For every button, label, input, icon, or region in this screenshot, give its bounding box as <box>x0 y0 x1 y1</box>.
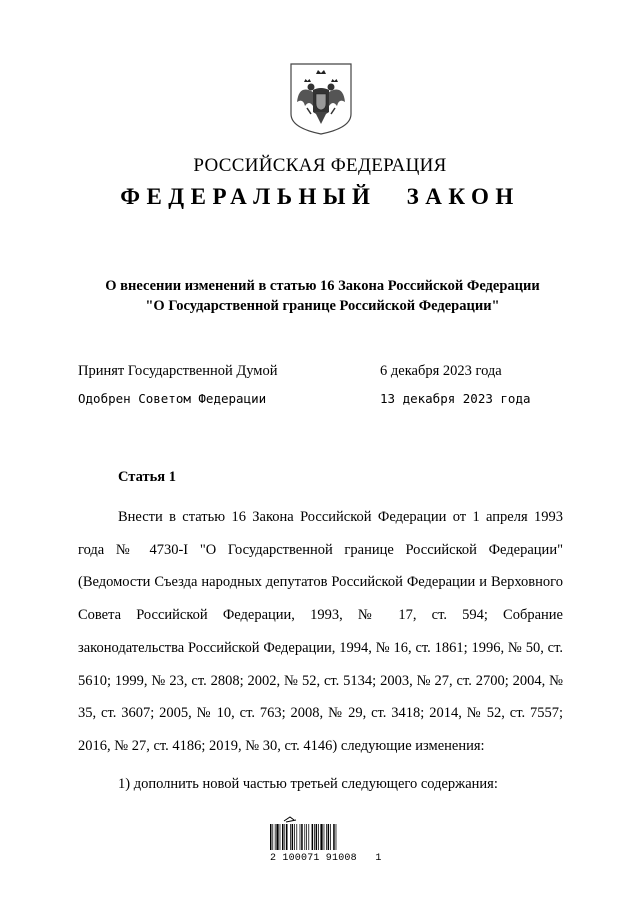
adopted-date: 6 декабря 2023 года <box>380 363 502 379</box>
law-title <box>40 276 605 316</box>
approved-label: Одобрен Советом Федерации <box>78 391 267 406</box>
article-heading: Статья 1 <box>118 469 176 485</box>
approved-date: 13 декабря 2023 года <box>380 391 531 406</box>
federation-heading: РОССИЙСКАЯ ФЕДЕРАЦИЯ <box>193 155 447 176</box>
law-type-heading: ФЕДЕРАЛЬНЫЙ ЗАКОН <box>120 184 520 209</box>
adoption-row-council <box>78 391 578 419</box>
adopted-label: Принят Государственной Думой <box>78 363 278 379</box>
law-title-line-1: О внесении изменений в статью 16 Закона Российской Федерации <box>105 278 540 294</box>
adoption-block <box>78 363 578 419</box>
article-item-1: 1) дополнить новой частью третьей следующего содержания: <box>118 776 498 792</box>
article-paragraph: Внести в статью 16 Закона Российской Федерации от 1 апреля 1993 года № 4730-I "О Государственной границе Российской Федерации" (Ведомости Съезда народных депутатов Российской Федерации и Верховного Совета Российской Федерации, 1993, № 17, ст. 594; Собрание законодательства Российской Федерации, 1994, № 16, ст. 1861; 1996, № 50, ст. 5610; 1999, № 23, ст. 2808; 2002, № 52, ст. 5134; 2003, № 27, ст. 2700; 2004, № 35, ст. 3607; 2005, № 10, ст. 763; 2008, № 29, ст. 3418; 2014, № 52, ст. 7557; 2016, № 27, ст. 4186; 2019, № 30, ст. 4146) следующие изменения: <box>78 509 563 754</box>
russian-coat-of-arms-icon <box>289 62 353 136</box>
barcode-number: 2 100071 91008 1 <box>270 853 382 864</box>
adoption-row-duma <box>78 363 578 391</box>
law-title-line-2: "О Государственной границе Российской Федерации" <box>145 298 500 314</box>
